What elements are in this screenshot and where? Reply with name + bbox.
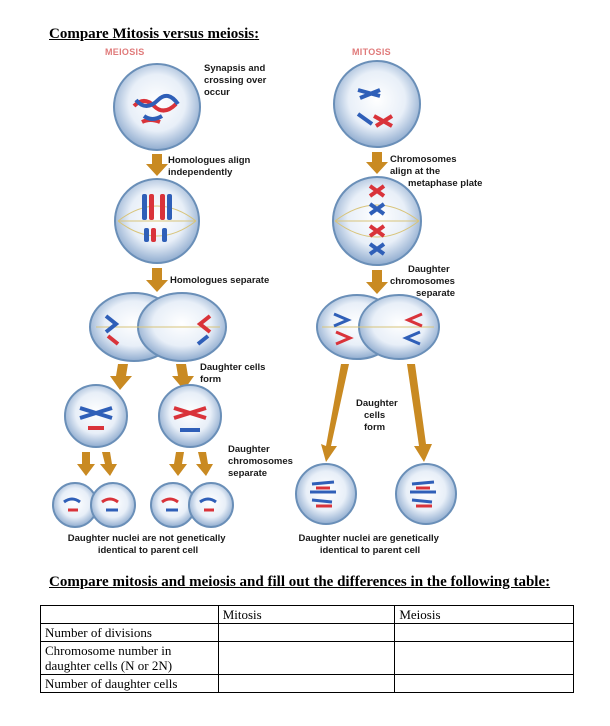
page-title: Compare Mitosis versus meiosis: [49,26,260,42]
row-label: Number of daughter cells [41,675,219,693]
row-label: Number of divisions [41,624,219,642]
table-row [41,642,574,675]
table-row [41,675,574,693]
table-header-row [41,606,574,624]
arrow-down-icon [146,154,168,176]
mitosis-daughter-chromosomes-label: Daughter chromosomes separate [390,264,456,299]
answer-cell-meiosis[interactable] [395,642,574,675]
table-row [41,624,574,642]
answer-cell-mitosis[interactable] [218,675,395,693]
header-cell-meiosis: Meiosis [395,606,574,624]
meiosis-anaphase-cell [90,293,226,361]
meiosis-result-label: Daughter nuclei are not genetically identical to parent cell [67,533,226,556]
meiosis-ii-cell-right [159,385,221,447]
mitosis-anaphase-cell [317,295,439,359]
arrow-down-icon [146,268,168,292]
mitosis-prophase-cell [334,61,420,147]
header-cell-empty [41,606,219,624]
arrow-down-icon [196,452,213,476]
meiosis-header: MEIOSIS [105,47,145,57]
arrow-down-icon [366,152,388,174]
mitosis-daughter-cells-label: Daughter cells form [356,398,398,433]
answer-cell-meiosis[interactable] [395,624,574,642]
mitosis-align-label: Chromosomes align at the metaphase plate [390,154,483,189]
answer-cell-mitosis[interactable] [218,624,395,642]
arrow-down-icon [366,270,388,294]
mitosis-meiosis-diagram [30,44,550,564]
meiosis-daughter-cells-label: Daughter cells form [200,362,266,385]
meiosis-prophase-cell [114,64,200,150]
section-heading: Compare mitosis and meiosis and fill out the differences in the following table: [49,574,551,590]
arrow-down-icon [321,364,349,462]
mitosis-daughter-cells [296,464,456,524]
arrow-down-icon [407,364,432,462]
arrow-down-icon [77,452,95,476]
meiosis-metaphase-cell [115,179,199,263]
mitosis-header: MITOSIS [352,47,391,57]
answer-cell-mitosis[interactable] [218,642,395,675]
mitosis-result-label: Daughter nuclei are genetically identical to parent cell [298,533,439,556]
arrow-down-icon [100,452,117,476]
meiosis-daughter-chromosomes-label: Daughter chromosomes separate [228,444,293,479]
meiosis-synapsis-label: Synapsis and crossing over occur [204,63,267,98]
arrow-down-icon [169,452,187,476]
mitosis-metaphase-cell [333,177,421,265]
comparison-table [40,605,574,693]
arrow-down-icon [110,364,132,390]
meiosis-separate-label: Homologues separate [170,275,270,286]
meiosis-daughter-cells [53,483,233,527]
meiosis-align-label: Homologues align independently [168,155,251,178]
answer-cell-meiosis[interactable] [395,675,574,693]
row-label: Chromosome number in daughter cells (N or 2N) [41,642,219,675]
meiosis-ii-cell-left [65,385,127,447]
header-cell-mitosis: Mitosis [218,606,395,624]
